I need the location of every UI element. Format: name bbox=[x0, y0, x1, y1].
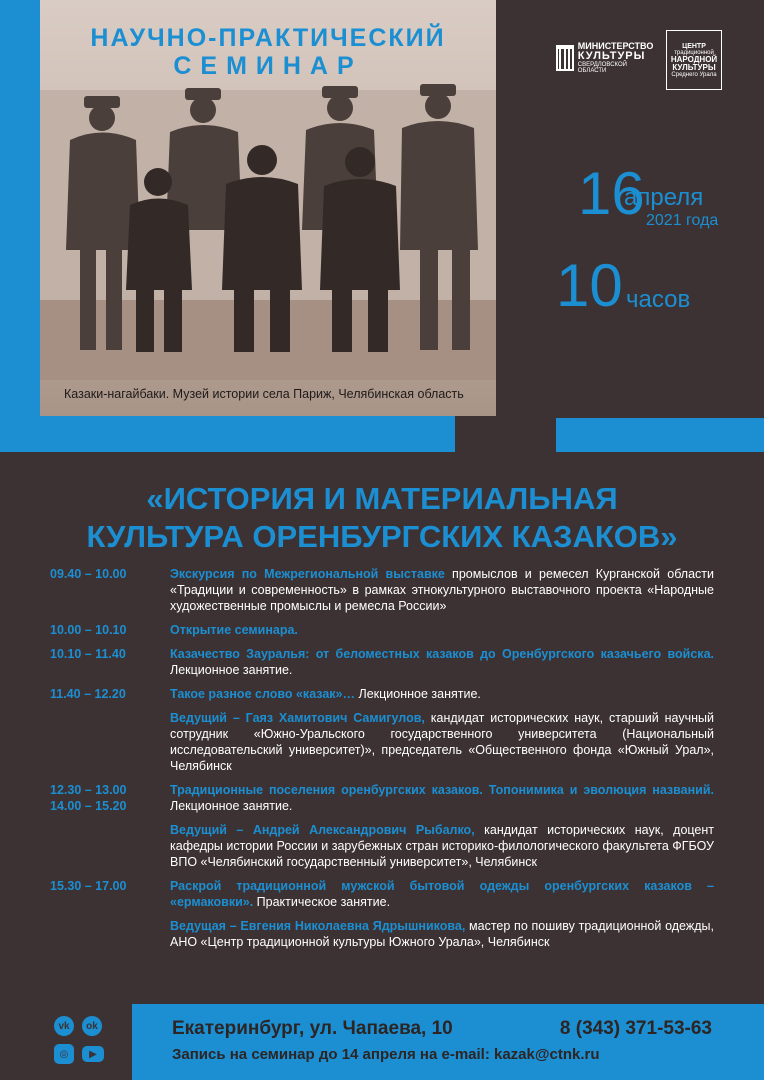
ministry-logo-line1: МИНИСТЕРСТВО bbox=[577, 41, 654, 51]
photo-caption: Казаки-нагайбаки. Музей истории села Париж, Челябинская область bbox=[64, 387, 464, 401]
event-year: 2021 года bbox=[646, 212, 719, 229]
center-logo-line1: ЦЕНТР bbox=[682, 42, 706, 50]
folk-culture-center-logo bbox=[666, 30, 722, 90]
social-links bbox=[54, 1016, 104, 1064]
speaker-details: кандидат исторических наук, старший научный сотрудник «Южно-Уральского государственного университета (Национальный исследовательский университет)», председатель «Общественного фонда «Южный Урал», Челябинск bbox=[170, 711, 714, 773]
schedule-time bbox=[50, 822, 170, 870]
schedule-topic: Такое разное слово «казак»… bbox=[170, 687, 356, 701]
schedule-time: 10.00 – 10.10 bbox=[50, 623, 127, 637]
schedule-time: 10.10 – 11.40 bbox=[50, 647, 126, 661]
schedule-topic: Экскурсия по Межрегиональной выставке bbox=[170, 567, 445, 581]
seminar-title-line1: «ИСТОРИЯ И МАТЕРИАЛЬНАЯ bbox=[146, 481, 618, 516]
event-hour-unit: часов bbox=[626, 286, 691, 313]
historical-photo bbox=[40, 0, 496, 416]
schedule-time: 15.30 – 17.00 bbox=[50, 879, 127, 893]
footer-band bbox=[132, 1004, 764, 1080]
registration-info[interactable]: Запись на семинар до 14 апреля на e-mail: kazak@ctnk.ru bbox=[172, 1046, 600, 1063]
schedule-topic: Традиционные поселения оренбургских казаков. Топонимика и эволюция названий. bbox=[170, 783, 714, 797]
accent-stripe-left bbox=[0, 0, 40, 452]
schedule-item bbox=[50, 622, 714, 638]
odnoklassniki-icon[interactable]: ok bbox=[82, 1016, 102, 1036]
event-hour: 10 bbox=[556, 252, 623, 319]
schedule-item bbox=[50, 686, 714, 702]
footer-contacts bbox=[172, 1018, 712, 1040]
schedule-time: 12.30 – 13.00 14.00 – 15.20 bbox=[50, 783, 127, 813]
ministry-of-culture-logo bbox=[556, 42, 656, 74]
schedule-item bbox=[50, 646, 714, 678]
seminar-title-line2: КУЛЬТУРА ОРЕНБУРГСКИХ КАЗАКОВ» bbox=[86, 519, 678, 554]
event-day: 16 bbox=[578, 160, 645, 227]
schedule-time bbox=[50, 918, 170, 950]
accent-bar-right bbox=[556, 418, 764, 452]
contact-phone[interactable]: 8 (343) 371-53-63 bbox=[559, 1018, 712, 1039]
center-logo-line5: Среднего Урала bbox=[671, 71, 717, 78]
seminar-type-line2: СЕМИНАР bbox=[173, 52, 363, 80]
speaker-details: мастер по пошиву традиционной одежды, АНО «Центр традиционной культуры Южного Урала», Челябинск bbox=[170, 919, 714, 949]
schedule-time: 11.40 – 12.20 bbox=[50, 687, 126, 701]
accent-bar-left bbox=[0, 416, 455, 452]
vk-icon[interactable]: vk bbox=[54, 1016, 74, 1036]
instagram-icon[interactable]: ◎ bbox=[54, 1044, 74, 1064]
schedule-details: Лекционное занятие. bbox=[355, 687, 481, 701]
center-logo-line2: традиционной bbox=[674, 49, 714, 56]
event-month: апреля bbox=[624, 184, 704, 211]
schedule-item bbox=[50, 918, 714, 950]
seminar-type-line1: НАУЧНО-ПРАКТИЧЕСКИЙ bbox=[90, 24, 446, 52]
speaker-name: Ведущий – Андрей Александрович Рыбалко, bbox=[170, 823, 475, 837]
speaker-name: Ведущий – Гаяз Хамитович Самигулов, bbox=[170, 711, 425, 725]
center-logo-line3: НАРОДНОЙ bbox=[670, 54, 718, 64]
schedule-item bbox=[50, 782, 714, 814]
schedule-details: Практическое занятие. bbox=[253, 895, 391, 909]
speaker-name: Ведущая – Евгения Николаевна Ядрышникова, bbox=[170, 919, 466, 933]
speaker-details: кандидат исторических наук, доцент кафедры истории России и зарубежных стран историко-филологического факультета ФГБОУ ВПО «Челябинский государственный университет», Челябинск bbox=[170, 823, 714, 869]
ministry-logo-line2: КУЛЬТУРЫ bbox=[577, 50, 646, 62]
schedule-topic: Казачество Зауралья: от беломестных казаков до Оренбургского казачьего войска. bbox=[170, 647, 714, 661]
venue-address: Екатеринбург, ул. Чапаева, 10 bbox=[172, 1018, 453, 1039]
schedule-time bbox=[50, 710, 170, 774]
center-logo-line4: КУЛЬТУРЫ bbox=[672, 62, 716, 72]
schedule-details: Лекционное занятие. bbox=[170, 799, 293, 813]
schedule-item bbox=[50, 878, 714, 910]
youtube-icon[interactable]: ▶ bbox=[82, 1046, 104, 1062]
schedule-list bbox=[50, 566, 714, 958]
schedule-topic: Раскрой традиционной мужской бытовой одежды оренбургских казаков – «ермаковки». bbox=[170, 879, 714, 909]
schedule-details: промыслов и ремесел Курганской области «Традиции и современность» в рамках этнокультурного выставочного проекта «Народные художественные промыслы и ремесла России» bbox=[170, 567, 714, 613]
schedule-topic: Открытие семинара. bbox=[170, 623, 298, 637]
ministry-logo-line3: СВЕРДЛОВСКОЙ ОБЛАСТИ bbox=[577, 62, 627, 74]
schedule-item bbox=[50, 822, 714, 870]
schedule-item bbox=[50, 566, 714, 614]
schedule-details: Лекционное занятие. bbox=[170, 663, 293, 677]
seminar-title bbox=[20, 480, 744, 556]
schedule-item bbox=[50, 710, 714, 774]
pillar-icon bbox=[556, 45, 574, 71]
schedule-time: 09.40 – 10.00 bbox=[50, 567, 127, 581]
